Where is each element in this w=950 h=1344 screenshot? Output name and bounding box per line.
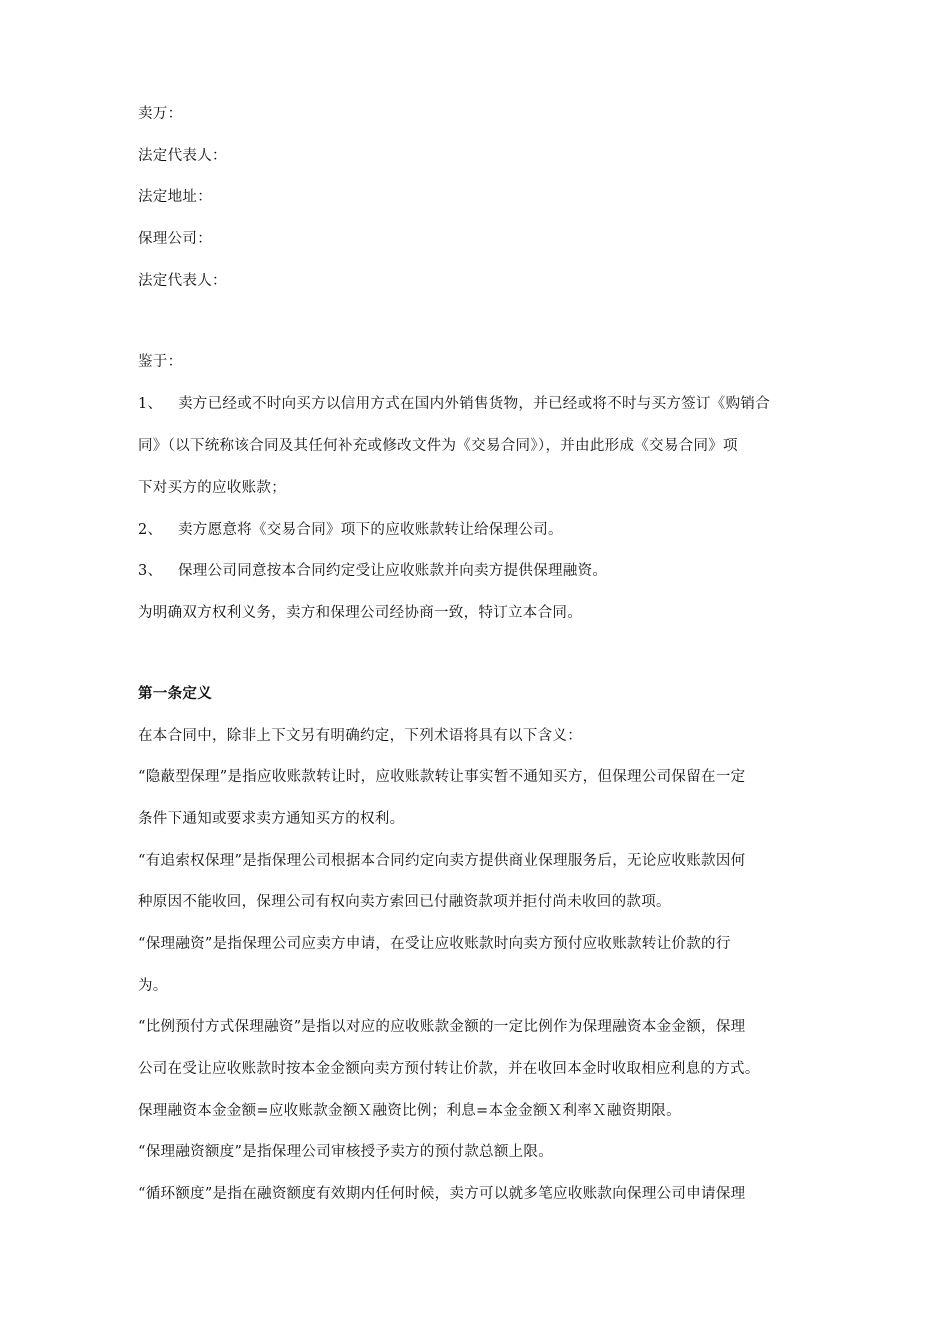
definition-proportional-prepayment: “比例预付方式保理融资”是指以对应的应收账款金额的一定比例作为保理融资本金金额，保理 <box>138 1019 746 1035</box>
seller-representative-label: 法定代表人： <box>138 148 227 164</box>
factor-company-label: 保理公司： <box>138 231 212 247</box>
definition-recourse-factoring: “有追索权保理”是指保理公司根据本合同约定向卖方提供商业保理服务后，无论应收账款因何 <box>138 853 746 869</box>
definition-proportional-prepayment-line-2: 公司在受让应收账款时按本金金额向卖方预付转让价款，并在收回本金时收取相应利息的方式。 <box>138 1061 760 1077</box>
definition-recourse-factoring-line-2: 种原因不能收回，保理公司有权向卖方索回已付融资款项并拒付尚未收回的款项。 <box>138 894 671 910</box>
recitals-heading: 鉴于： <box>138 354 183 370</box>
definition-financing-limit: “保理融资额度”是指保理公司审核授予卖方的预付款总额上限。 <box>138 1144 554 1160</box>
definition-revolving-limit: “循环额度”是指在融资额度有效期内任何时候，卖方可以就多笔应收账款向保理公司申请保理 <box>138 1186 746 1202</box>
factor-representative-label: 法定代表人： <box>138 273 227 289</box>
recital-item-2 <box>138 520 563 540</box>
recital-number: 3、 <box>138 563 163 579</box>
article-1-intro: 在本合同中，除非上下文另有明确约定，下列术语将具有以下含义： <box>138 728 582 744</box>
seller-address-label: 法定地址： <box>138 189 212 205</box>
definition-hidden-factoring: “隐蔽型保理”是指应收账款转让时，应收账款转让事实暂不通知买方，但保理公司保留在一定 <box>138 769 746 785</box>
definition-factoring-financing: “保理融资”是指保理公司应卖方申请，在受让应收账款时向卖方预付应收账款转让价款的行 <box>138 936 731 952</box>
recital-item-1-line-3: 下对买方的应收账款； <box>138 480 286 496</box>
financing-formula: 保理融资本金金额=应收账款金额Ｘ融资比例；利息=本金金额Ｘ利率Ｘ融资期限。 <box>138 1103 681 1119</box>
recital-number: 1、 <box>138 396 163 412</box>
recital-item-1-line-2: 同》（以下统称该合同及其任何补充或修改文件为《交易合同》），并由此形成《交易合同》项 <box>138 438 738 454</box>
recital-item-1 <box>138 394 770 414</box>
definition-factoring-financing-line-2: 为。 <box>138 978 168 994</box>
recital-text: 卖方愿意将《交易合同》项下的应收账款转让给保理公司。 <box>178 522 563 538</box>
article-1-title: 第一条定义 <box>138 685 212 702</box>
seller-label: 卖万： <box>138 106 183 122</box>
recital-text: 卖方已经或不时向买方以信用方式在国内外销售货物，并已经或将不时与买方签订《购销合 <box>178 396 770 412</box>
definition-hidden-factoring-line-2: 条件下通知或要求卖方通知买方的权利。 <box>138 811 405 827</box>
recital-item-3 <box>138 561 607 581</box>
recital-number: 2、 <box>138 522 163 538</box>
recital-text: 保理公司同意按本合同约定受让应收账款并向卖方提供保理融资。 <box>178 563 608 579</box>
recitals-closing: 为明确双方权利义务，卖方和保理公司经协商一致，特订立本合同。 <box>138 605 582 621</box>
